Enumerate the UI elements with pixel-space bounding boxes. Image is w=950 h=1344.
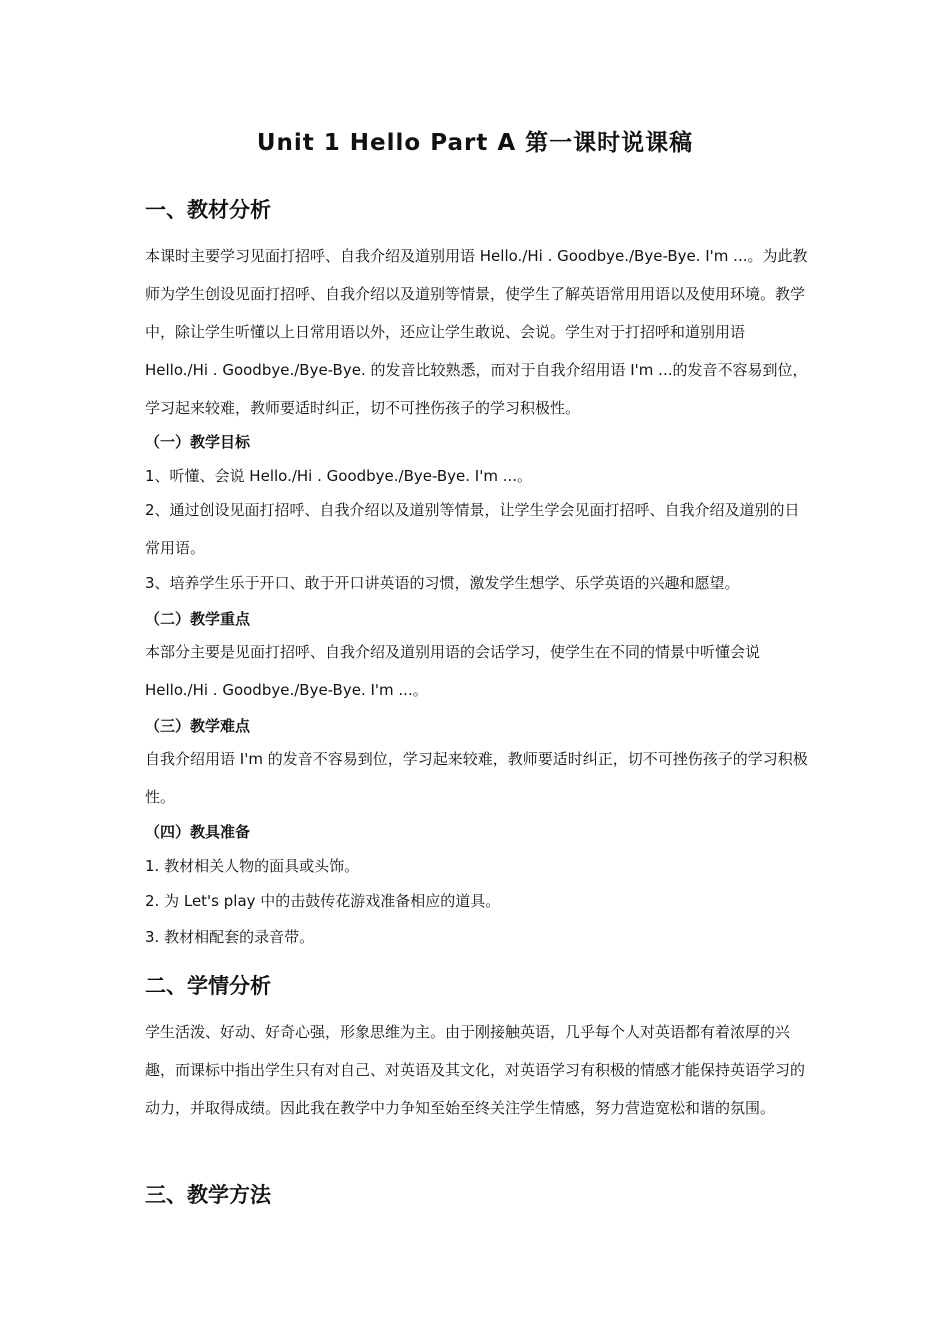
teaching-focus-paragraph: 本部分主要是见面打招呼、自我介绍及道别用语的会话学习，使学生在不同的情景中听懂会说 Hello./Hi . Goodbye./Bye-Bye. I'm ...。 [145, 643, 761, 699]
section-heading-teaching-methods: 三、教学方法 [145, 1183, 271, 1207]
subheading-teaching-goals: （一）教学目标 [145, 433, 251, 451]
goal-item-2: 2、通过创设见面打招呼、自我介绍以及道别等情景，让学生学会见面打招呼、自我介绍及道别的日常用语。 [145, 501, 800, 557]
section-heading-textbook-analysis: 一、教材分析 [145, 198, 271, 222]
textbook-analysis-paragraph: 本课时主要学习见面打招呼、自我介绍及道别用语 Hello./Hi . Goodbye./Bye-Bye. I'm ...。为此教师为学生创设见面打招呼、自我介绍以及道别等情景，使学生了解英语常用用语以及使用环境。教学中，除让学生听懂以上日常用语以外，还应让学生敢说、会说。学生对于打招呼和道别用语 Hello./Hi . Goodbye./Bye-Bye. 的发音比较熟悉，而对于自我介绍用语 I'm ...的发音不容易到位，学习起来较难，教师要适时纠正，切不可挫伤孩子的学习积极性。 [145, 247, 808, 417]
learner-analysis-paragraph: 学生活泼、好动、好奇心强，形象思维为主。由于刚接触英语，几乎每个人对英语都有着浓厚的兴趣，而课标中指出学生只有对自己、对英语及其文化，对英语学习有积极的情感才能保持英语学习的动力，并取得成绩。因此我在教学中力争知至始至终关注学生情感，努力营造宽松和谐的氛围。 [145, 1023, 806, 1117]
goal-item-3: 3、培养学生乐于开口、敢于开口讲英语的习惯，激发学生想学、乐学英语的兴趣和愿望。 [145, 574, 740, 592]
section-heading-learner-analysis: 二、学情分析 [145, 974, 271, 998]
goal-item-1: 1、听懂、会说 Hello./Hi . Goodbye./Bye-Bye. I'm ...。 [145, 467, 533, 485]
teaching-difficulty-paragraph: 自我介绍用语 I'm 的发音不容易到位，学习起来较难，教师要适时纠正，切不可挫伤孩子的学习积极性。 [145, 750, 808, 806]
document-title: Unit 1 Hello Part A 第一课时说课稿 [256, 130, 694, 156]
aid-item-3: 3. 教材相配套的录音带。 [145, 928, 315, 946]
subheading-teaching-aids: （四）教具准备 [145, 823, 251, 841]
subheading-teaching-difficulty: （三）教学难点 [145, 717, 251, 735]
aid-item-2: 2. 为 Let's play 中的击鼓传花游戏准备相应的道具。 [145, 892, 501, 910]
aid-item-1: 1. 教材相关人物的面具或头饰。 [145, 857, 360, 875]
subheading-teaching-focus: （二）教学重点 [145, 610, 251, 628]
